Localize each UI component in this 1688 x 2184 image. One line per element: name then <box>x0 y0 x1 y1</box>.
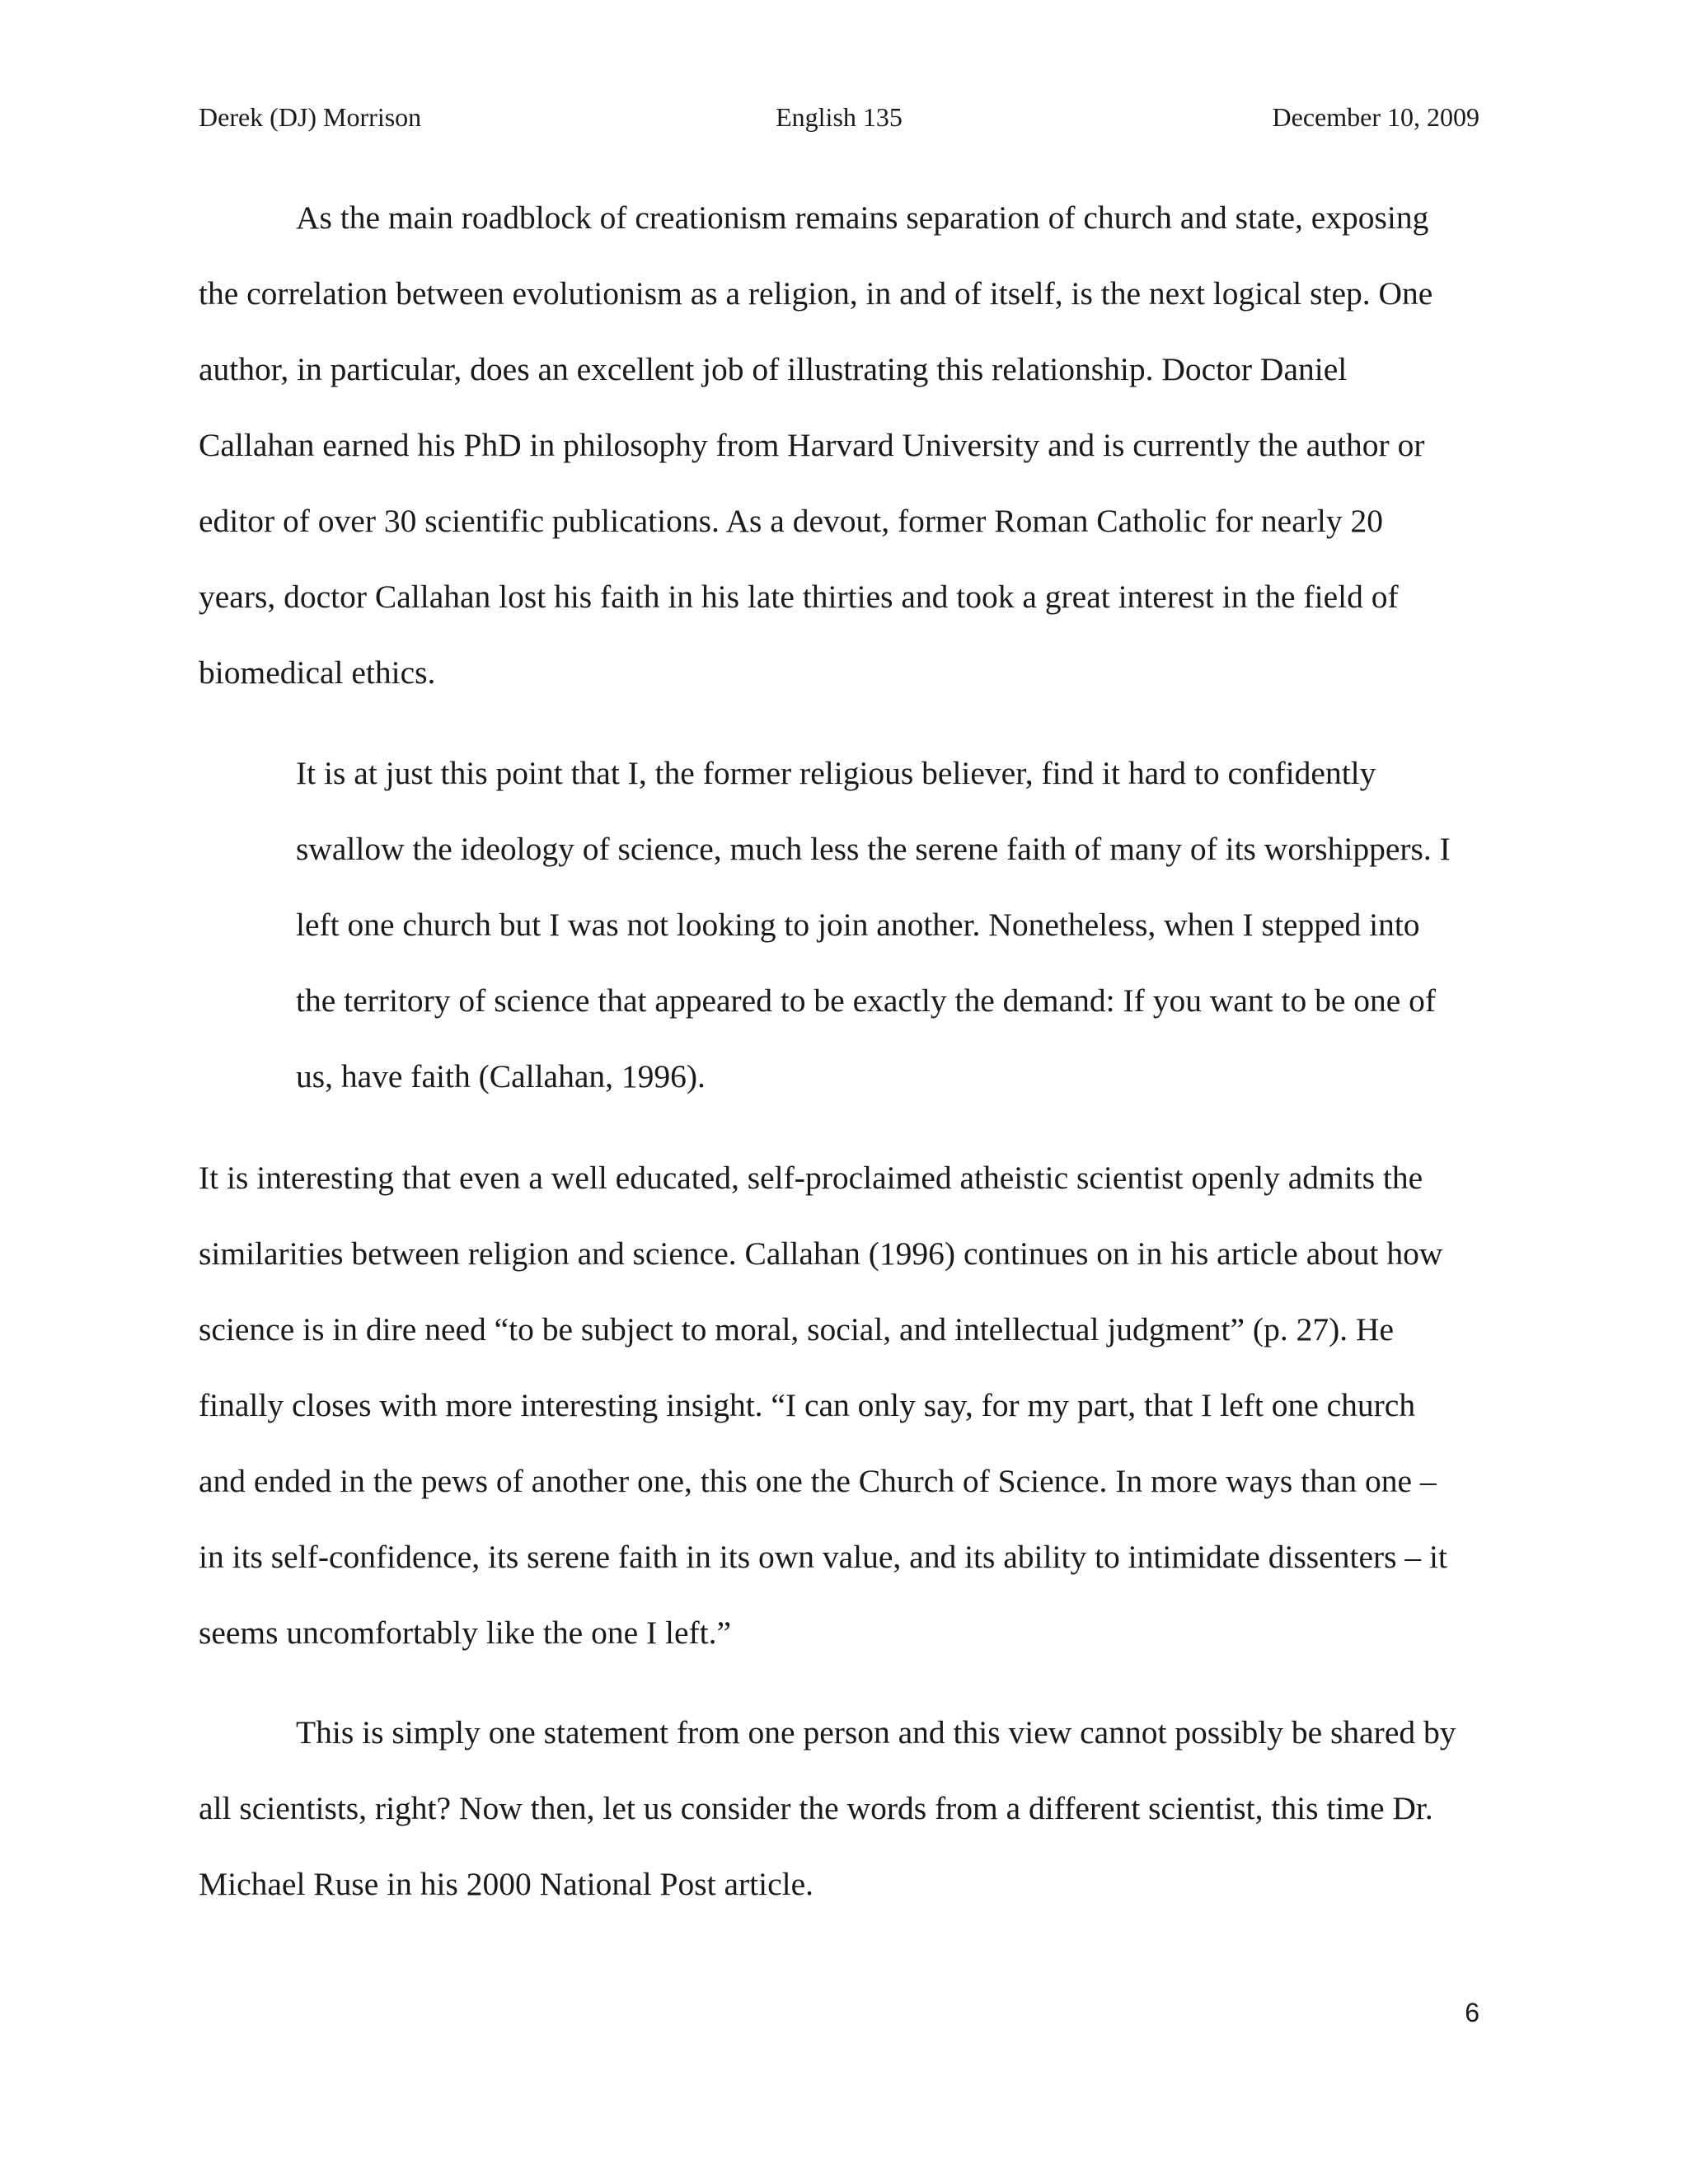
paragraph-line: all scientists, right? Now then, let us consider the words from a different scientist, this time Dr. <box>199 1790 1433 1826</box>
quote-line: It is at just this point that I, the former religious believer, find it hard to confidently <box>296 755 1376 791</box>
paragraph-line: seems uncomfortably like the one I left.” <box>199 1615 732 1651</box>
paragraph-line: biomedical ethics. <box>199 654 436 691</box>
paragraph-intro <box>199 180 1479 710</box>
paragraph-line: This is simply one statement from one person and this view cannot possibly be shared by <box>296 1714 1456 1750</box>
paragraph-line: in its self-confidence, its serene faith in its own value, and its ability to intimidate dissenters – it <box>199 1539 1447 1575</box>
paragraph-line: finally closes with more interesting insight. “I can only say, for my part, that I left one church <box>199 1387 1416 1423</box>
paragraph-line: author, in particular, does an excellent job of illustrating this relationship. Doctor Daniel <box>199 351 1348 387</box>
quote-line: left one church but I was not looking to join another. Nonetheless, when I stepped into <box>296 907 1420 943</box>
paragraph-line: science is in dire need “to be subject to moral, social, and intellectual judgment” (p. 27). He <box>199 1311 1395 1347</box>
paragraph-analysis <box>199 1140 1479 1671</box>
quote-line: us, have faith (Callahan, 1996). <box>296 1058 706 1094</box>
paragraph-line: As the main roadblock of creationism remains separation of church and state, exposing <box>296 199 1429 236</box>
paragraph-line: Michael Ruse in his 2000 National Post article. <box>199 1866 814 1902</box>
paragraph-line: the correlation between evolutionism as a religion, in and of itself, is the next logical step. One <box>199 275 1433 312</box>
header-course: English 135 <box>776 102 903 132</box>
quote-line: the territory of science that appeared to be exactly the demand: If you want to be one of <box>296 982 1437 1019</box>
paragraph-line: editor of over 30 scientific publications. As a devout, former Roman Catholic for nearly 20 <box>199 503 1383 539</box>
paragraph-line: It is interesting that even a well educated, self-proclaimed atheistic scientist openly admits the <box>199 1160 1423 1196</box>
paragraph-line: similarities between religion and science. Callahan (1996) continues on in his article about how <box>199 1235 1443 1272</box>
paragraph-transition <box>199 1694 1479 1922</box>
header-date: December 10, 2009 <box>1272 102 1479 132</box>
paragraph-line: Callahan earned his PhD in philosophy from Harvard University and is currently the author or <box>199 427 1425 463</box>
quote-line: swallow the ideology of science, much less the serene faith of many of its worshippers. I <box>296 831 1451 867</box>
paragraph-line: and ended in the pews of another one, this one the Church of Science. In more ways than one – <box>199 1463 1437 1499</box>
page-number: 6 <box>1465 1998 1479 2027</box>
block-quote <box>296 735 1479 1114</box>
page-header <box>199 97 1479 137</box>
header-author: Derek (DJ) Morrison <box>199 102 422 132</box>
paragraph-line: years, doctor Callahan lost his faith in his late thirties and took a great interest in the field of <box>199 579 1399 615</box>
